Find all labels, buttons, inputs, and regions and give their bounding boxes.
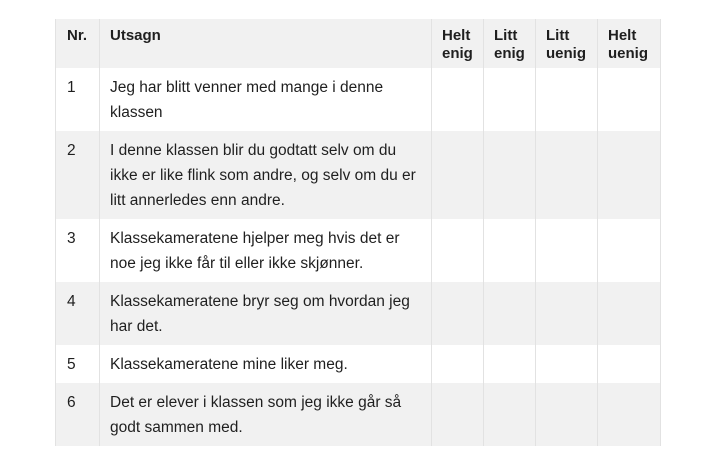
answer-cell-litt-uenig[interactable]: [536, 383, 598, 446]
table-row: [56, 219, 661, 282]
table-row: [56, 282, 661, 345]
answer-cell-helt-uenig[interactable]: [598, 345, 661, 383]
header-helt-uenig: [598, 19, 661, 68]
answer-cell-litt-enig[interactable]: [484, 219, 536, 282]
answer-cell-helt-uenig[interactable]: [598, 68, 661, 131]
header-helt-uenig-line2: uenig: [608, 45, 648, 62]
answer-cell-helt-enig[interactable]: [432, 68, 484, 131]
row-number: 2: [56, 131, 100, 219]
answer-cell-litt-uenig[interactable]: [536, 345, 598, 383]
survey-table: [55, 19, 661, 446]
row-statement: Jeg har blitt venner med mange i denne klassen: [100, 68, 432, 131]
row-statement: Det er elever i klassen som jeg ikke går så godt sammen med.: [100, 383, 432, 446]
table-row: [56, 131, 661, 219]
row-statement: I denne klassen blir du godtatt selv om du ikke er like flink som andre, og selv om du er litt annerledes enn andre.: [100, 131, 432, 219]
header-litt-uenig: [536, 19, 598, 68]
header-litt-uenig-line1: Litt: [546, 27, 570, 44]
table-row: [56, 383, 661, 446]
answer-cell-litt-uenig[interactable]: [536, 219, 598, 282]
row-number: 4: [56, 282, 100, 345]
row-statement: Klassekameratene bryr seg om hvordan jeg har det.: [100, 282, 432, 345]
header-statement: Utsagn: [100, 19, 432, 68]
header-helt-uenig-line1: Helt: [608, 27, 637, 44]
answer-cell-helt-uenig[interactable]: [598, 383, 661, 446]
table-row: [56, 68, 661, 131]
answer-cell-helt-enig[interactable]: [432, 131, 484, 219]
header-nr: Nr.: [56, 19, 100, 68]
answer-cell-litt-enig[interactable]: [484, 68, 536, 131]
header-litt-uenig-line2: uenig: [546, 45, 586, 62]
answer-cell-litt-uenig[interactable]: [536, 282, 598, 345]
answer-cell-helt-enig[interactable]: [432, 282, 484, 345]
answer-cell-helt-enig[interactable]: [432, 383, 484, 446]
row-statement: Klassekameratene mine liker meg.: [100, 345, 432, 383]
answer-cell-litt-enig[interactable]: [484, 383, 536, 446]
header-litt-enig: [484, 19, 536, 68]
row-number: 6: [56, 383, 100, 446]
answer-cell-litt-uenig[interactable]: [536, 131, 598, 219]
answer-cell-litt-enig[interactable]: [484, 345, 536, 383]
row-number: 3: [56, 219, 100, 282]
header-helt-enig-line2: enig: [442, 45, 473, 62]
header-helt-enig-line1: Helt: [442, 27, 471, 44]
answer-cell-helt-uenig[interactable]: [598, 282, 661, 345]
header-helt-enig: [432, 19, 484, 68]
row-statement: Klassekameratene hjelper meg hvis det er noe jeg ikke får til eller ikke skjønner.: [100, 219, 432, 282]
answer-cell-litt-enig[interactable]: [484, 282, 536, 345]
header-litt-enig-line2: enig: [494, 45, 525, 62]
header-row: [56, 19, 661, 68]
answer-cell-helt-uenig[interactable]: [598, 131, 661, 219]
answer-cell-helt-uenig[interactable]: [598, 219, 661, 282]
header-litt-enig-line1: Litt: [494, 27, 518, 44]
answer-cell-helt-enig[interactable]: [432, 345, 484, 383]
answer-cell-litt-enig[interactable]: [484, 131, 536, 219]
answer-cell-helt-enig[interactable]: [432, 219, 484, 282]
row-number: 1: [56, 68, 100, 131]
row-number: 5: [56, 345, 100, 383]
table-row: [56, 345, 661, 383]
answer-cell-litt-uenig[interactable]: [536, 68, 598, 131]
